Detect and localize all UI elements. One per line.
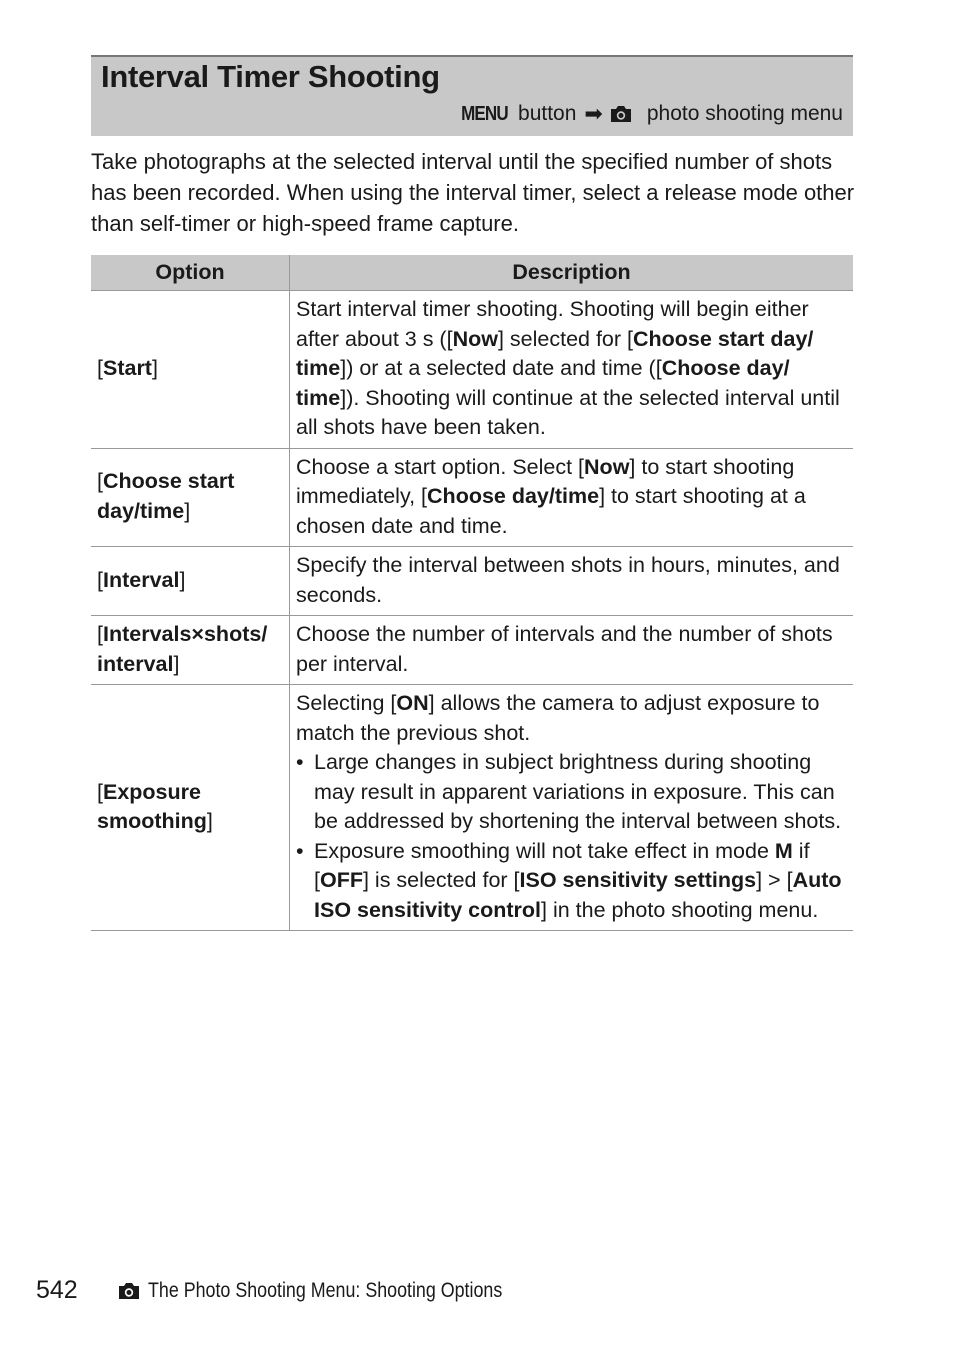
text-run: Exposure smoothing will not take effect in mode [314,838,775,863]
bracket: [ [97,622,103,646]
text-run: ]) or at a selected date and time ([ [340,356,662,380]
options-table [91,255,853,931]
bold-term: Now [452,326,498,351]
bracket: ] [179,567,186,592]
table-header-row [91,255,853,291]
bold-term: Now [584,454,630,479]
bracket: ] [151,356,158,380]
bold-term: Auto ISO sensitivity control [314,868,842,922]
table-row [91,448,853,547]
bracket: [ [97,356,103,380]
text-run: ]). Shooting will continue at the selected interval until all shots have been taken. [296,385,840,439]
text-run: ] to start shooting immediately, [ [296,454,795,508]
menu-name: photo shooting menu [646,102,843,125]
text-run: Choose a start option. Select [ [296,454,585,479]
description-text [296,295,847,443]
description-cell [290,291,854,449]
column-header-option: Option [91,255,290,291]
column-header-description: Description [290,255,854,291]
arrow-right-icon: ➡ [584,101,603,126]
bold-term: ON [396,691,429,715]
bracket: ] [184,498,191,523]
bracket: [ [97,779,103,804]
bracket: [ [97,567,103,592]
page-footer [36,1276,565,1305]
table-row [91,685,853,931]
option-cell [91,291,290,449]
text-run: Selecting [ [296,691,397,715]
option-cell [91,616,290,685]
text-run: Large changes in subject brightness during shooting may result in apparent variations in exposure. This can be addressed by shortening the interval between shots. [314,750,842,833]
description-text [296,551,847,610]
page-number: 542 [36,1276,78,1304]
table-row [91,547,853,616]
option-name: Choose start day/time [97,469,235,523]
bracket: [ [97,469,103,494]
text-run: Start interval timer shooting. Shooting will begin either after about 3 s ([ [296,297,809,351]
description-cell [290,448,854,547]
bracket: ] [206,809,213,833]
text-run: ] in the photo shooting menu. [541,897,819,922]
text-run: ] > [ [756,868,793,892]
description-text [296,689,847,748]
option-name: Start [102,356,152,380]
table-row [91,616,853,685]
bold-term: Choose start day/ time [296,326,814,380]
description-text [296,453,847,542]
intro-text: Take photographs at the selected interval until the specified number of shots has been recorded. When using the interval timer, select a release mode other than self-timer or high-speed frame capture. [91,149,855,236]
description-cell [290,685,854,931]
bullet-list [296,748,847,925]
bracket: ] [173,651,180,676]
bold-term: M [774,838,793,863]
text-run: ] to start shooting at a chosen date and time. [296,484,806,538]
bold-term: ISO sensitivity settings [519,868,757,892]
description-cell [290,547,854,616]
menu-path [457,101,843,127]
description-text [296,620,847,679]
text-run: ] allows the camera to adjust exposure to match the previous shot. [296,691,820,745]
text-run: ] is selected for [ [362,868,520,892]
section-title: The Photo Shooting Menu: Shooting Options [147,1278,502,1302]
list-item [296,748,847,837]
option-cell [91,685,290,931]
bold-term: OFF [319,868,363,892]
option-cell [91,547,290,616]
page-header [91,55,853,136]
camera-icon [116,1281,142,1301]
text-run: ] selected for [ [497,326,633,351]
table-row [91,291,853,449]
option-cell [91,448,290,547]
menu-button-label: MENU [461,102,508,125]
camera-icon [609,104,633,124]
bold-term: Choose day/ time [296,356,790,410]
button-text: button [518,102,577,125]
option-name: Intervals×shots/ interval [97,622,268,676]
description-cell [290,616,854,685]
bold-term: Choose day/time [427,484,600,508]
text-run: if [ [314,838,810,892]
text-run: Choose the number of intervals and the number of shots per interval. [296,622,833,676]
option-name: Exposure smoothing [97,779,207,833]
page-title: Interval Timer Shooting [101,59,440,94]
list-item [296,837,847,926]
option-name: Interval [102,567,180,592]
text-run: Specify the interval between shots in hours, minutes, and seconds. [296,553,840,607]
